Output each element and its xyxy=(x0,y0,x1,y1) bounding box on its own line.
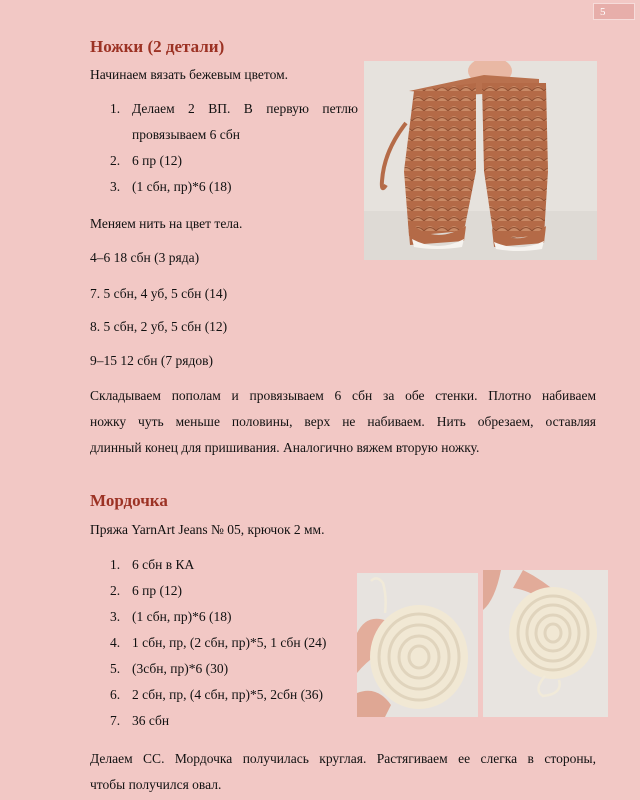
muzzle-yarn: Пряжа YarnArt Jeans № 05, крючок 2 мм. xyxy=(90,522,325,537)
legs-finish-line: длинный конец для пришивания. Аналогично вяжем вторую ножку. xyxy=(90,440,480,455)
step-text: 1 сбн, пр, (2 сбн, пр)*5, 1 сбн (24) xyxy=(132,635,327,650)
step-number: 7. xyxy=(110,713,121,728)
muzzle-step xyxy=(110,557,194,573)
step-text: (3сбн, пр)*6 (30) xyxy=(132,661,229,676)
step-number: 3. xyxy=(110,609,121,624)
legs-photo xyxy=(364,61,597,260)
legs-row: 7. 5 сбн, 4 уб, 5 сбн (14) xyxy=(90,286,228,301)
legs-row: 8. 5 сбн, 2 уб, 5 сбн (12) xyxy=(90,319,228,334)
legs-step-2 xyxy=(110,153,182,169)
muzzle-step xyxy=(110,661,228,677)
legs-row: 9–15 12 сбн (7 рядов) xyxy=(90,353,213,368)
step-text: 36 сбн xyxy=(132,713,170,728)
legs-finish-line: ножку чуть меньше половины, верх не набиваем. Нить обрезаем, оставляя xyxy=(90,414,596,429)
step-text: (1 сбн, пр)*6 (18) xyxy=(132,609,232,624)
step-text: 6 пр (12) xyxy=(132,153,182,168)
muzzle-finish-line: Делаем СС. Мордочка получилась круглая. Растягиваем ее слегка в стороны, xyxy=(90,751,596,766)
section-title-legs: Ножки (2 детали) xyxy=(90,37,225,56)
section-title-muzzle: Мордочка xyxy=(90,491,168,510)
muzzle-step xyxy=(110,713,169,729)
legs-step-1-cont: провязываем 6 сбн xyxy=(132,127,241,142)
muzzle-photo-front xyxy=(357,573,478,717)
step-text: (1 сбн, пр)*6 (18) xyxy=(132,179,232,194)
step-number: 6. xyxy=(110,687,121,702)
step-text: 6 сбн в КА xyxy=(132,557,195,572)
step-number: 2. xyxy=(110,583,121,598)
muzzle-step xyxy=(110,583,182,599)
legs-step-3 xyxy=(110,179,231,195)
step-number: 1. xyxy=(110,101,121,116)
legs-step-1 xyxy=(110,101,358,117)
legs-finish-line: Складываем пополам и провязываем 6 сбн за обе стенки. Плотно набиваем xyxy=(90,388,596,403)
muzzle-step xyxy=(110,609,231,625)
step-text: 2 сбн, пр, (4 сбн, пр)*5, 2сбн (36) xyxy=(132,687,324,702)
page-number: 5 xyxy=(593,3,635,20)
muzzle-step xyxy=(110,687,323,703)
step-number: 3. xyxy=(110,179,121,194)
muzzle-photo-back xyxy=(483,570,608,717)
step-number: 2. xyxy=(110,153,121,168)
step-number: 5. xyxy=(110,661,121,676)
legs-change-color: Меняем нить на цвет тела. xyxy=(90,216,243,231)
step-text: Делаем 2 ВП. В первую петлю xyxy=(132,101,358,116)
legs-intro: Начинаем вязать бежевым цветом. xyxy=(90,67,288,82)
muzzle-step xyxy=(110,635,326,651)
muzzle-finish-line: чтобы получился овал. xyxy=(90,777,222,792)
step-number: 1. xyxy=(110,557,121,572)
step-text: 6 пр (12) xyxy=(132,583,182,598)
step-number: 4. xyxy=(110,635,121,650)
legs-row: 4–6 18 сбн (3 ряда) xyxy=(90,250,200,265)
